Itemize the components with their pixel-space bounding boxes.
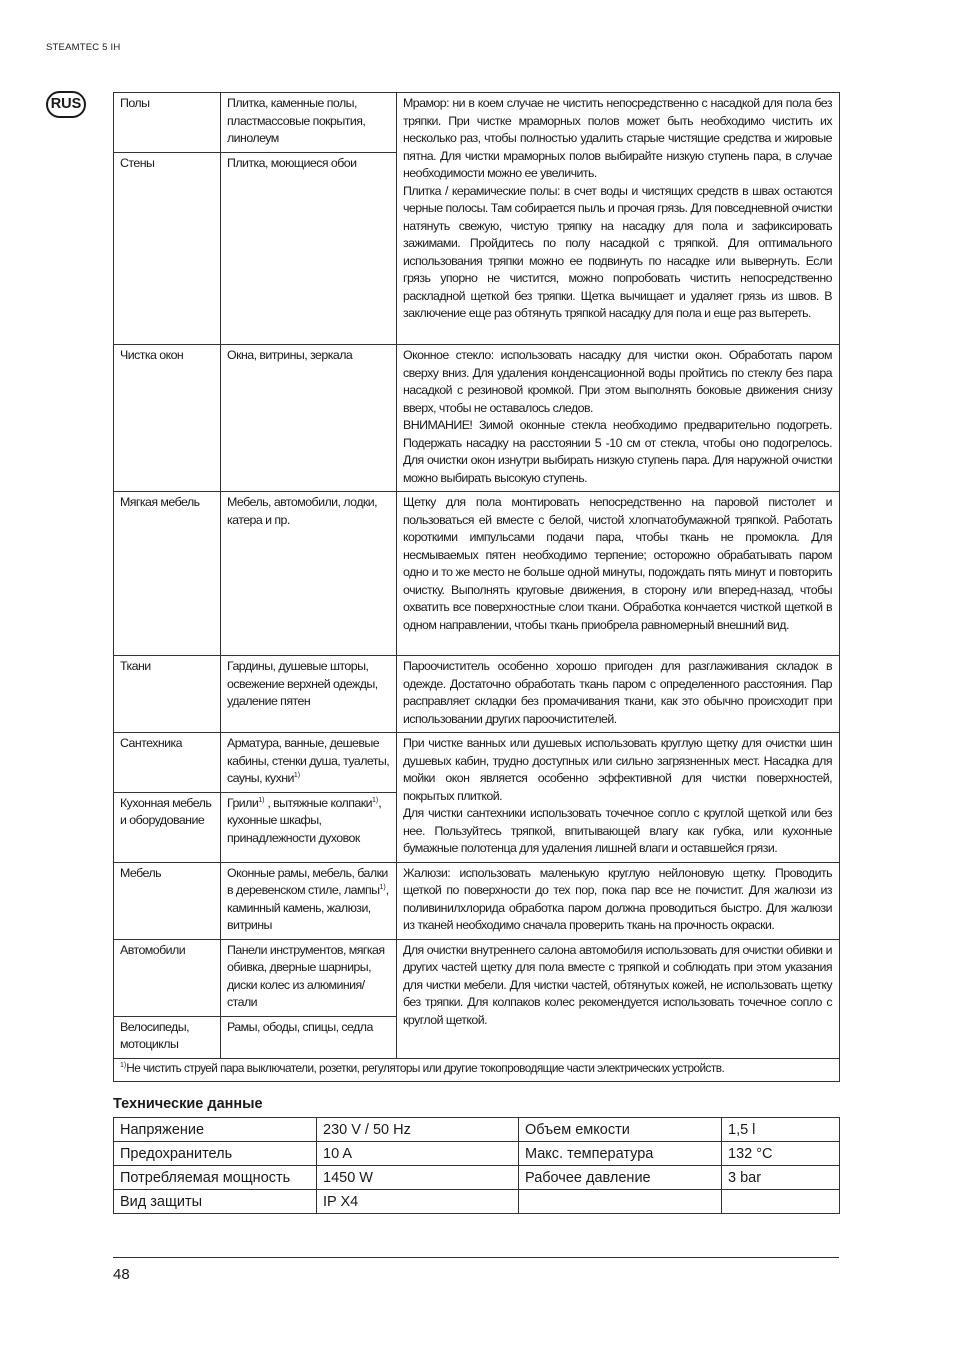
page-number: 48 xyxy=(113,1266,130,1283)
surfaces-cell: Плитка, каменные полы, пластмассовые покрытия, линолеум xyxy=(221,93,397,153)
table-row xyxy=(114,1058,840,1081)
table-row xyxy=(114,1190,840,1214)
spec-value: IP X4 xyxy=(317,1190,519,1214)
surfaces-cell xyxy=(221,733,397,793)
footnote-marker: 1) xyxy=(120,1061,127,1069)
description-paragraph: Для чистки сантехники использовать точечное сопло с круглой щеткой или без нее. Пользуйтесь тряпкой, впитывающей влагу как губка, или кухонные бумажные полотенца для удаления лишней влаги и оставшейся грязи. xyxy=(403,806,832,855)
spec-label: Рабочее давление xyxy=(519,1166,722,1190)
area-cell: Кухонная мебель и оборудование xyxy=(114,792,221,862)
table-row xyxy=(114,1118,840,1142)
description-paragraph: Жалюзи: использовать маленькую круглую нейлоновую щетку. Проводить щеткой по поверхности до тех пор, пока пар все не почистит. Для жалюзи из поливинилхлорида обработка паром должна проводиться быстро. Для жалюзи из тканей необходимо сначала проверить ткань на прочность окраски. xyxy=(403,865,832,932)
description-paragraph: Для очистки внутреннего салона автомобиля использовать для очистки обивки и других частей щетку для пола вместе с тряпкой и соблюдать при этом указания для чистки мебели. Для чистки частей, обтянутых кожей, не использовать щетку без тряпки. Для колпаков колес рекомендуется использовать точечное сопло с круглой щеткой. xyxy=(403,942,832,1027)
surfaces-cell: Плитка, моющиеся обои xyxy=(221,153,397,345)
surfaces-cell: Окна, витрины, зеркала xyxy=(221,345,397,492)
footnote xyxy=(114,1058,840,1081)
spec-label: Предохранитель xyxy=(114,1142,317,1166)
document-title: STEAMTEC 5 IH xyxy=(46,42,121,53)
spec-label: Потребляемая мощность xyxy=(114,1166,317,1190)
description-cell xyxy=(397,345,840,492)
area-cell: Полы xyxy=(114,93,221,153)
surfaces-cell xyxy=(221,862,397,939)
footer-divider xyxy=(113,1257,839,1258)
area-cell: Сантехника xyxy=(114,733,221,793)
description-paragraph: Мрамор: ни в коем случае не чистить непосредственно с насадкой для пола без тряпки. При чистке мраморных полов может быть необходимо чистить их несколько раз, чтобы полностью удалить старые чистящие средства и жировые пятна. Для чистки мраморных полов выбирайте низкую ступень пара, в случае необходимости можно ее увеличить. xyxy=(403,96,832,180)
area-cell: Велосипеды, мотоциклы xyxy=(114,1016,221,1058)
table-row xyxy=(114,733,840,793)
table-row xyxy=(114,492,840,656)
description-cell xyxy=(397,656,840,733)
surfaces-text: , кухонные шкафы, принадлежности духовок xyxy=(227,795,382,845)
description-paragraph: Пароочиститель особенно хорошо пригоден для разглаживания складок в одежде. Достаточно обработать ткань паром с определенного расстояния. Пар расправляет складки без промачивания ткани, как это обычно происходит при использовании других пароочистителей. xyxy=(403,659,832,726)
footnote-ref: 1) xyxy=(379,883,386,891)
surfaces-cell: Панели инструментов, мягкая обивка, дверные шарниры, диски колес из алюминия/стали xyxy=(221,939,397,1016)
table-row xyxy=(114,939,840,1016)
surfaces-cell: Рамы, ободы, спицы, седла xyxy=(221,1016,397,1058)
area-cell: Ткани xyxy=(114,656,221,733)
surfaces-cell: Гардины, душевые шторы, освежение верхней одежды, удаление пятен xyxy=(221,656,397,733)
footnote-ref: 1) xyxy=(258,796,265,804)
surfaces-text: , каминный камень, жалюзи, витрины xyxy=(227,883,389,932)
description-paragraph: Щетку для пола монтировать непосредственно на паровой пистолет и пользоваться ей вместе с белой, чистой хлопчатобумажной тряпкой. Работать короткими импульсами подачи пара, чтобы ткань не промокла. Для несмываемых пятен необходимо терпение; осторожно обрабатывать паром одно и то же место не больше одной минуты, подождать пять минут и повторить очистку. Выполнять круговые движения, в сторону или вперед-назад, чтобы охватить все поверхностные слои ткани. Обработка кончается чисткой щеткой в одном направлении, чтобы ткань приобрела равномерный внешний вид. xyxy=(403,495,832,632)
spec-value: 10 A xyxy=(317,1142,519,1166)
surfaces-text: , вытяжные колпаки xyxy=(264,795,372,810)
area-cell: Чистка окон xyxy=(114,345,221,492)
surfaces-text: Грили xyxy=(227,795,259,810)
surfaces-cell xyxy=(221,792,397,862)
table-row xyxy=(114,93,840,153)
description-paragraph: При чистке ванных или душевых использовать круглую щетку для очистки шин душевых кабин, трудно доступных или сильно загрязненных мест. Насадка для мойки окон является особенно эффективной для чистки поверхностей, покрытых плиткой. xyxy=(403,736,832,803)
table-row xyxy=(114,1166,840,1190)
surfaces-cell: Мебель, автомобили, лодки, катера и пр. xyxy=(221,492,397,656)
spec-label: Вид защиты xyxy=(114,1190,317,1214)
tech-data-table xyxy=(113,1117,840,1214)
tech-data-title: Технические данные xyxy=(113,1096,263,1112)
table-row xyxy=(114,345,840,492)
footnote-text: Не чистить струей пара выключатели, розетки, регуляторы или другие токопроводящие части электрических устройств. xyxy=(126,1060,725,1075)
spec-label: Напряжение xyxy=(114,1118,317,1142)
description-cell xyxy=(397,939,840,1058)
spec-label: Объем емкости xyxy=(519,1118,722,1142)
table-row xyxy=(114,1142,840,1166)
description-cell xyxy=(397,733,840,863)
spec-value: 1450 W xyxy=(317,1166,519,1190)
description-paragraph: Оконное стекло: использовать насадку для чистки окон. Обработать паром сверху вниз. Для удаления конденсационной воды пройтись по стеклу без пара насадкой с резиновой кромкой. При этом выполнять боковые движения снизу вверх, чтобы не оставалось следов. xyxy=(403,348,832,415)
footnote-ref: 1) xyxy=(293,771,301,779)
description-paragraph: Плитка / керамические полы: в счет воды и чистящих средств в швах остаются черные полосы. Там собирается пыль и прочая грязь. Для повседневной очистки натянуть свежую, чистую тряпку на насадку для пола и зафиксировать зажимами. Пройдитесь по полу насадкой с тряпкой. Для оптимального использования тряпки можно ее подвинуть по насадке или вывернуть. Если грязь упорно не чистится, можно попробовать чистить непосредственно раскладной щеткой без тряпки. Щетка вычищает и удаляет грязь из швов. В заключение еще раз обтянуть тряпкой насадку для пола и еще раз вытереть. xyxy=(403,183,832,320)
footnote-ref: 1) xyxy=(371,796,379,804)
description-paragraph: ВНИМАНИЕ! Зимой оконные стекла необходимо предварительно подогреть. Подержать насадку на расстоянии 5 -10 см от стекла, чтобы оно подогрелось. Для очистки окон изнутри выбирать низкую ступень пара. Для наружной очистки можно выбирать высокую ступень. xyxy=(403,418,832,485)
spec-label: Макс. температура xyxy=(519,1142,722,1166)
cleaning-guide-table xyxy=(113,92,840,1082)
spec-label xyxy=(519,1190,722,1214)
table-row xyxy=(114,862,840,939)
spec-value: 1,5 l xyxy=(722,1118,840,1142)
language-badge: RUS xyxy=(46,91,86,118)
table-row xyxy=(114,656,840,733)
spec-value xyxy=(722,1190,840,1214)
spec-value: 132 °C xyxy=(722,1142,840,1166)
spec-value: 3 bar xyxy=(722,1166,840,1190)
area-cell: Стены xyxy=(114,153,221,345)
area-cell: Автомобили xyxy=(114,939,221,1016)
description-cell xyxy=(397,492,840,656)
surfaces-text: Оконные рамы, мебель, балки в деревенском стиле, лампы xyxy=(227,865,388,897)
spec-value: 230 V / 50 Hz xyxy=(317,1118,519,1142)
area-cell: Мебель xyxy=(114,862,221,939)
description-cell xyxy=(397,93,840,345)
description-cell xyxy=(397,862,840,939)
area-cell: Мягкая мебель xyxy=(114,492,221,656)
surfaces-text: Арматура, ванные, дешевые кабины, стенки душа, туалеты, сауны, кухни xyxy=(227,736,390,785)
